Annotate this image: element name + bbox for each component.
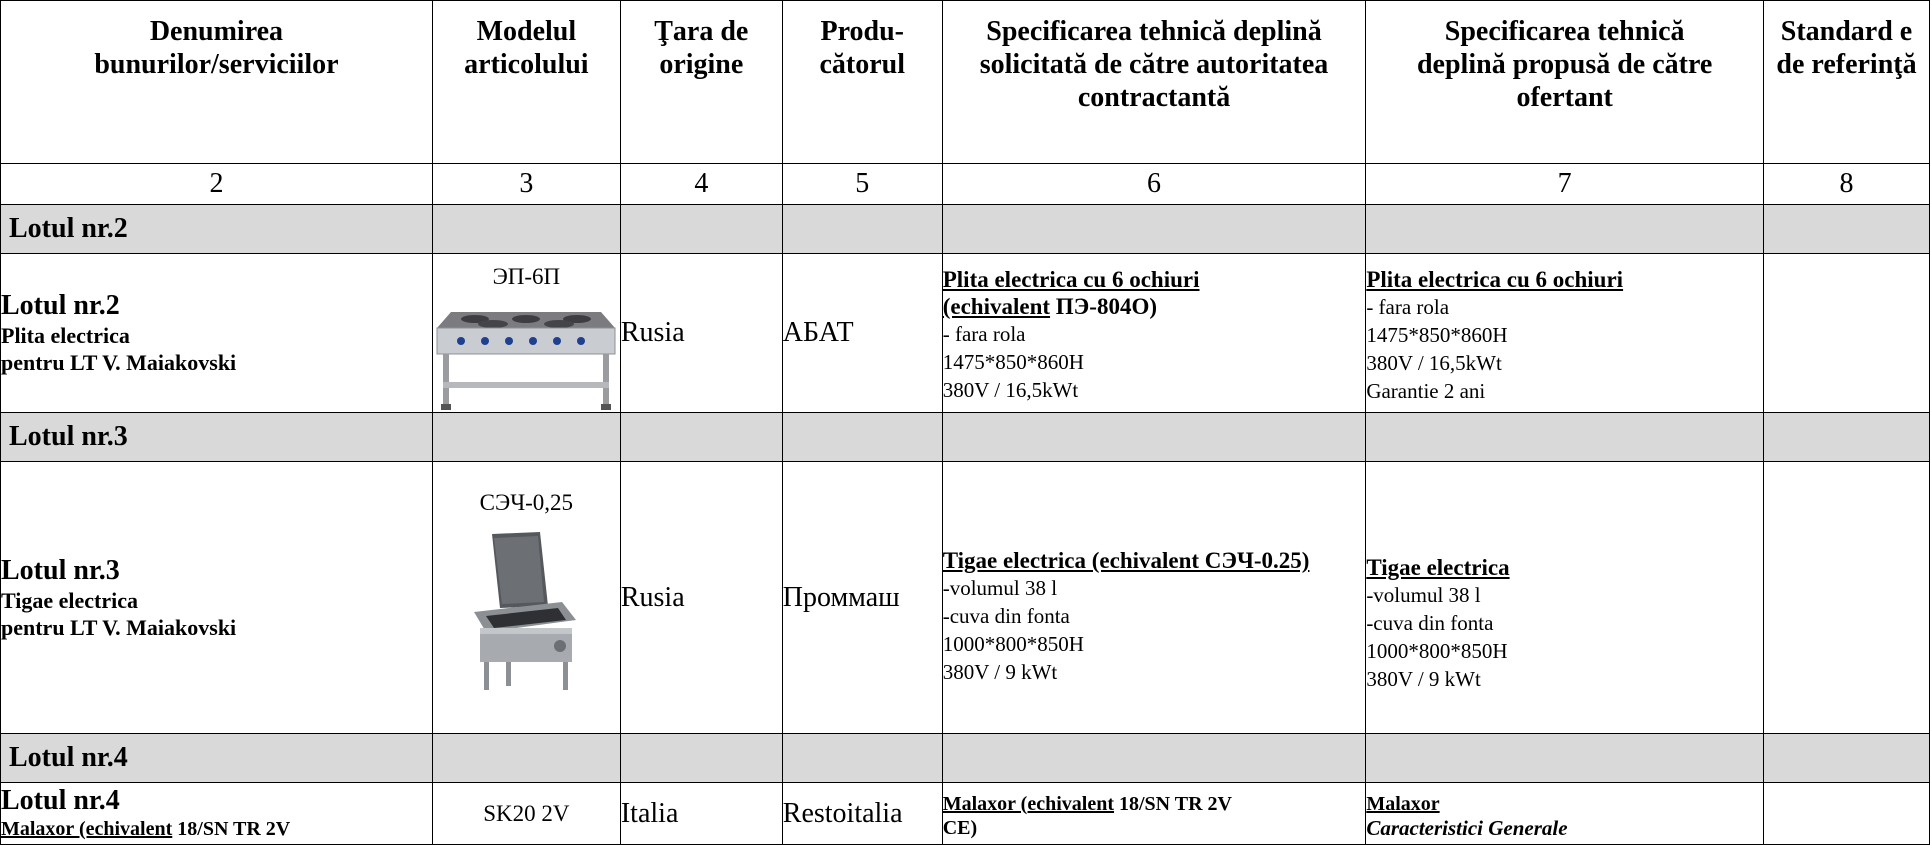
item-name-cell — [1, 462, 433, 734]
item-model-cell — [432, 254, 620, 413]
spec-line: -cuva din fonta — [942, 604, 1070, 628]
required-spec-title-line2: CE) — [942, 816, 978, 839]
item-country: Rusia — [620, 462, 782, 734]
item-model: SK20 2V — [432, 783, 620, 845]
header-required-spec: Specificarea tehnică deplină solicitată de către autoritatea contractantă — [942, 1, 1366, 164]
offered-spec-title: Tigae electrica — [1366, 555, 1510, 580]
header-country: Ţara de origine — [620, 1, 782, 164]
spec-line: 1000*800*850H — [1366, 639, 1508, 663]
item-manufacturer: Проммаш — [782, 462, 942, 734]
item-model-cell — [432, 462, 620, 734]
item-standards — [1764, 462, 1930, 734]
spec-line: 380V / 16,5kWt — [1366, 350, 1502, 375]
required-spec-title: Malaxor (echivalent 18/SN TR 2V — [942, 792, 1232, 815]
table-row — [1, 783, 1930, 845]
column-number: 6 — [942, 164, 1366, 205]
item-destination: pentru LT V. Maiakovski — [1, 350, 237, 375]
header-manufacturer: Produ-cătorul — [782, 1, 942, 164]
required-spec-title: Plita electrica cu 6 ochiuri — [942, 267, 1200, 292]
column-number: 5 — [782, 164, 942, 205]
item-name-cell — [1, 254, 433, 413]
item-name: Tigae electrica — [1, 587, 139, 613]
table-row — [1, 462, 1930, 734]
item-name: Malaxor (echivalent 18/SN TR 2V — [1, 818, 291, 840]
spec-line: - fara rola — [942, 322, 1026, 346]
required-spec-cell — [942, 462, 1366, 734]
header-model: Modelul articolului — [432, 1, 620, 164]
column-number: 4 — [620, 164, 782, 205]
column-number: 7 — [1366, 164, 1764, 205]
spec-line: -cuva din fonta — [1366, 611, 1494, 635]
spec-line: 1475*850*860H — [942, 350, 1084, 374]
column-number: 3 — [432, 164, 620, 205]
spec-line: 380V / 9 kWt — [942, 660, 1058, 684]
header-row — [1, 1, 1930, 164]
item-lot-title: Lotul nr.2 — [1, 290, 120, 321]
tilting-pan-image — [466, 524, 586, 694]
item-manufacturer: Restoitalia — [782, 783, 942, 845]
lot-section-row — [1, 205, 1930, 254]
spec-line: -volumul 38 l — [942, 576, 1058, 600]
table-row — [1, 254, 1930, 413]
item-model: ЭП-6П — [492, 264, 561, 289]
item-standards — [1764, 254, 1930, 413]
offered-spec-title: Malaxor — [1366, 792, 1440, 815]
electric-stove-image — [433, 294, 619, 412]
offered-spec-cell — [1366, 254, 1764, 413]
required-spec-title: Tigae electrica (echivalent СЭЧ-0.25) — [942, 548, 1310, 573]
item-lot-title: Lotul nr.3 — [1, 554, 120, 586]
header-standards: Standard e de referinţă — [1764, 1, 1930, 164]
item-name-cell — [1, 783, 433, 845]
lot-section-label: Lotul nr.3 — [1, 413, 433, 462]
spec-line: -volumul 38 l — [1366, 583, 1481, 607]
lot-section-label: Lotul nr.4 — [1, 734, 433, 783]
offered-spec-title: Plita electrica cu 6 ochiuri — [1366, 266, 1624, 292]
column-number-row — [1, 164, 1930, 205]
offered-spec-cell — [1366, 783, 1764, 845]
spec-line: 1475*850*860H — [1366, 322, 1508, 347]
item-name: Plita electrica — [1, 323, 130, 348]
spec-line: 1000*800*850H — [942, 632, 1084, 656]
spec-line: 380V / 16,5kWt — [942, 378, 1079, 402]
header-offered-spec: Specificarea tehnică deplină propusă de către ofertant — [1366, 1, 1764, 164]
required-spec-title-line2: (echivalent ПЭ-804О) — [942, 294, 1157, 319]
item-country: Italia — [620, 783, 782, 845]
spec-line: 380V / 9 kWt — [1366, 667, 1481, 691]
required-spec-cell — [942, 783, 1366, 845]
item-destination: pentru LT V. Maiakovski — [1, 614, 237, 640]
required-spec-cell — [942, 254, 1366, 413]
spec-line: - fara rola — [1366, 294, 1450, 319]
offered-spec-cell — [1366, 462, 1764, 734]
column-number: 2 — [1, 164, 433, 205]
item-model: СЭЧ-0,25 — [479, 490, 574, 515]
lot-section-row — [1, 413, 1930, 462]
spec-line: Garantie 2 ani — [1366, 378, 1486, 403]
header-goods-name: Denumirea bunurilor/serviciilor — [1, 1, 433, 164]
offered-spec-subtitle: Caracteristici Generale — [1366, 815, 1568, 840]
lot-section-row — [1, 734, 1930, 783]
item-standards — [1764, 783, 1930, 845]
lot-section-label: Lotul nr.2 — [1, 205, 433, 254]
item-lot-title: Lotul nr.4 — [1, 785, 120, 816]
item-manufacturer: АБАТ — [782, 254, 942, 413]
item-country: Rusia — [620, 254, 782, 413]
column-number: 8 — [1764, 164, 1930, 205]
